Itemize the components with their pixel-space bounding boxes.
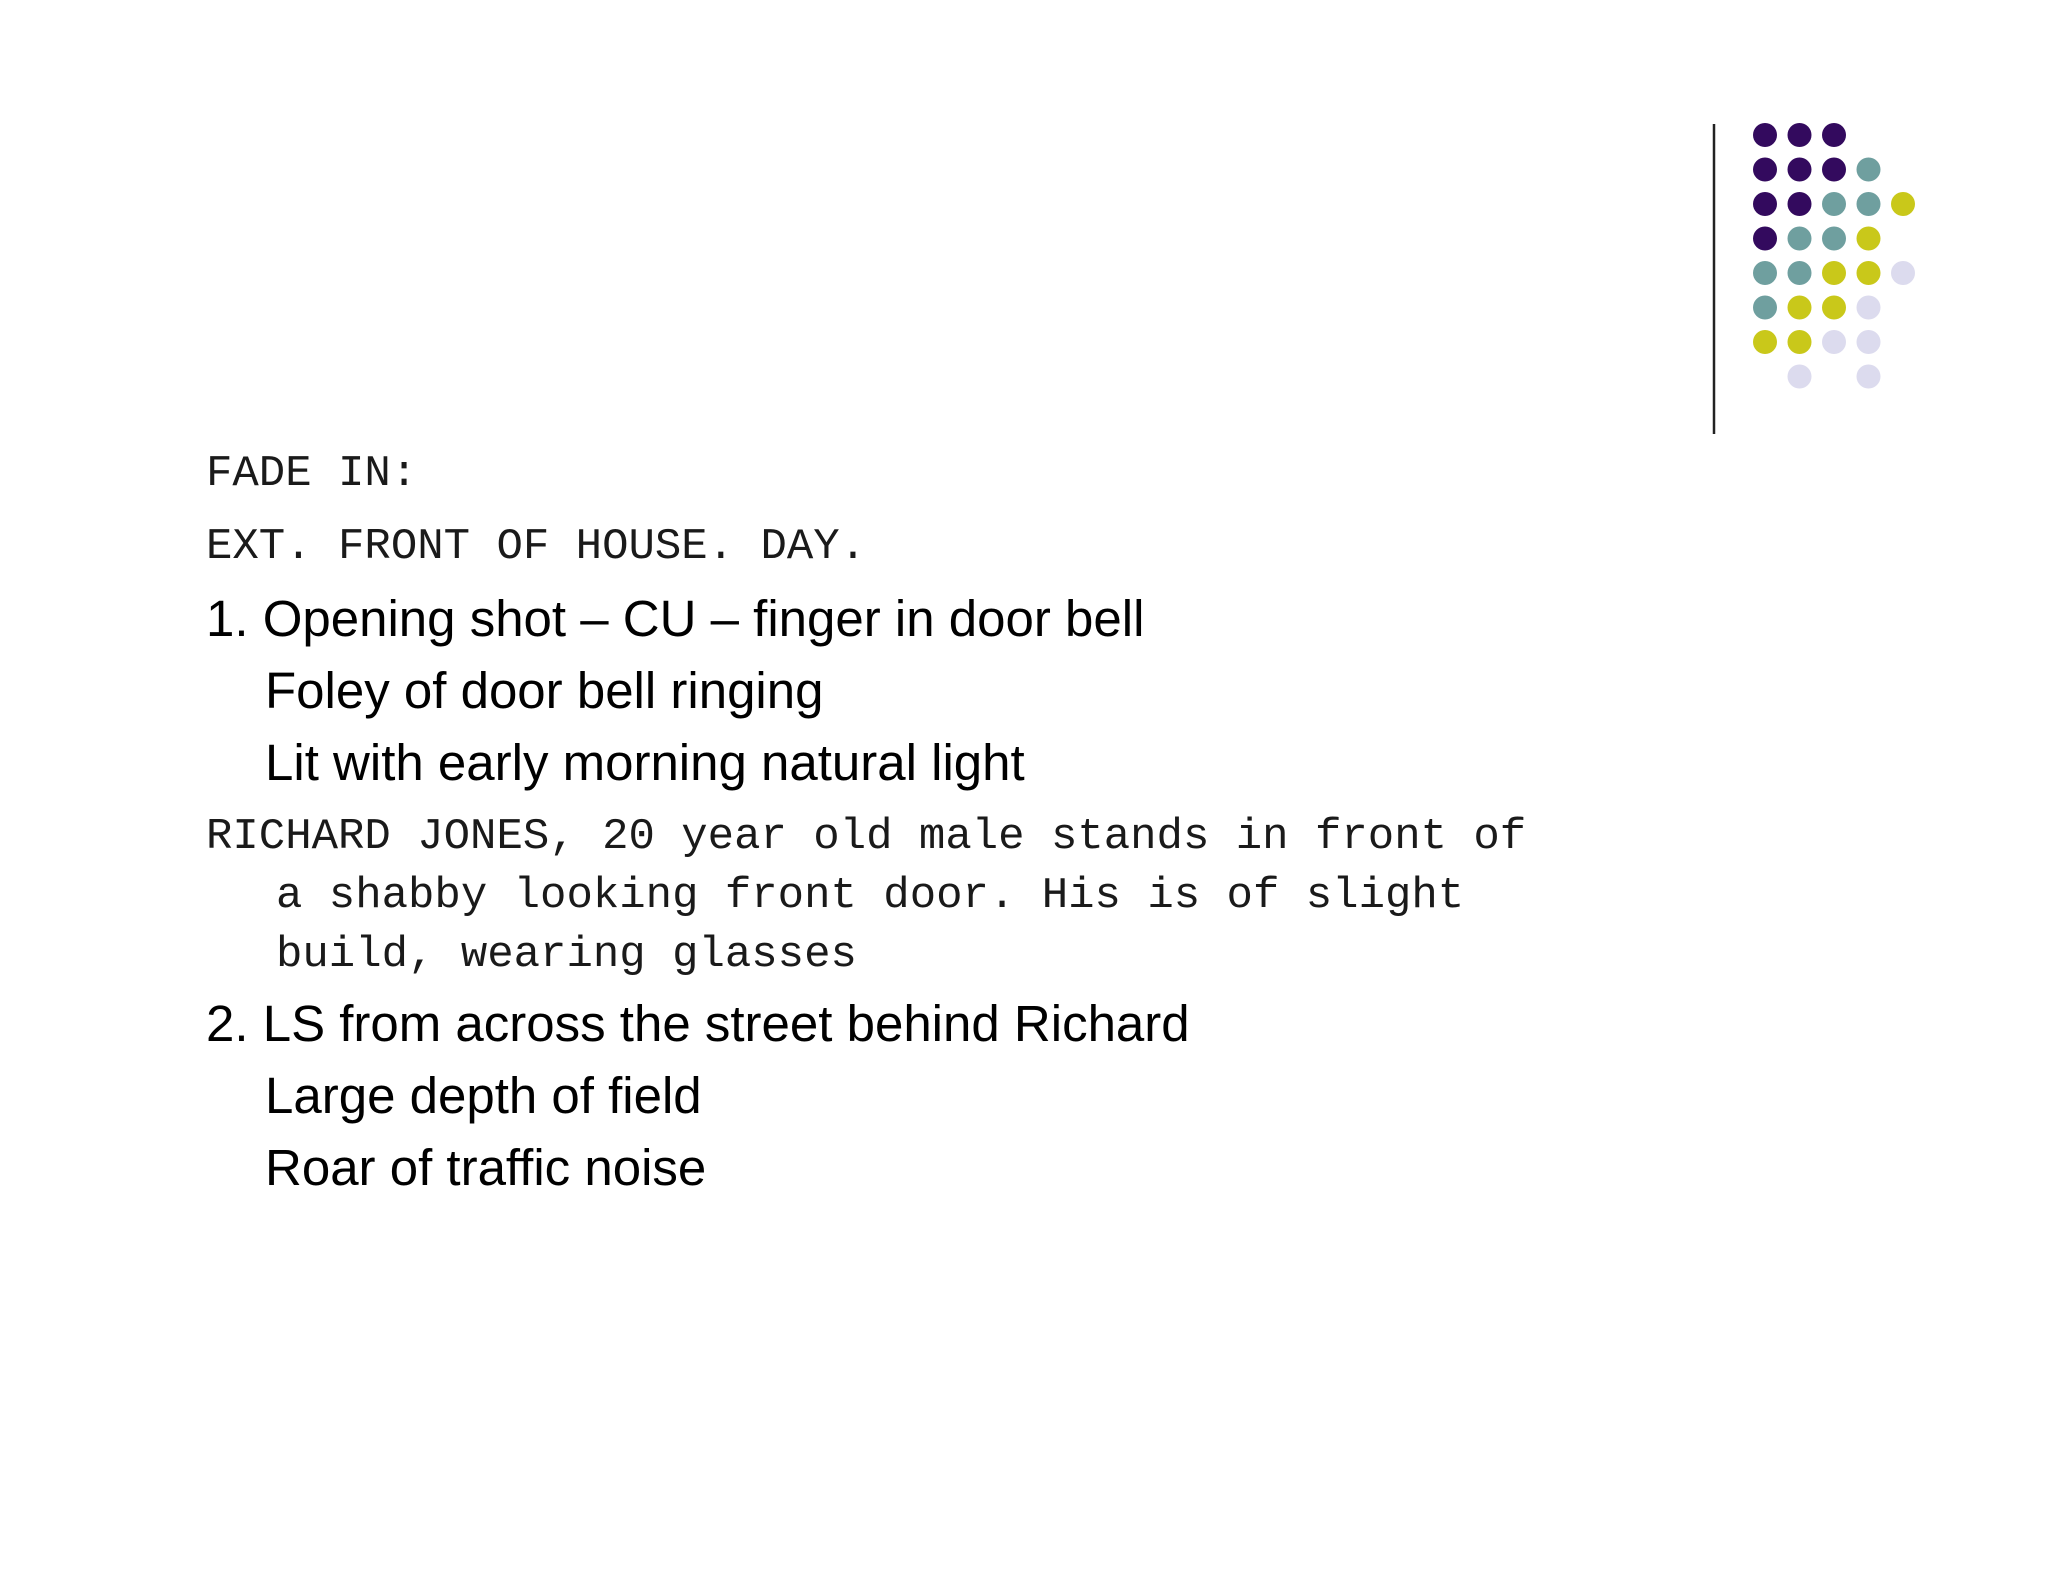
decor-dot — [1788, 123, 1812, 147]
shot-2-note-sound: Roar of traffic noise — [265, 1139, 707, 1196]
decor-dot — [1822, 158, 1846, 182]
decor-dot — [1891, 192, 1915, 216]
decor-dot — [1753, 227, 1777, 251]
decor-dot — [1857, 192, 1881, 216]
scene-heading: EXT. FRONT OF HOUSE. DAY. — [206, 522, 867, 572]
decor-dot — [1753, 158, 1777, 182]
decor-dot — [1753, 192, 1777, 216]
shot-1-note-lighting: Lit with early morning natural light — [265, 734, 1025, 791]
decor-dot — [1822, 123, 1846, 147]
action-line-2: a shabby looking front door. His is of slight — [276, 871, 1465, 921]
shot-1-title: 1. Opening shot – CU – finger in door bell — [206, 590, 1145, 647]
decor-dot — [1857, 227, 1881, 251]
decor-dot — [1788, 158, 1812, 182]
decor-dot — [1753, 261, 1777, 285]
decor-dot — [1753, 123, 1777, 147]
action-line-3: build, wearing glasses — [276, 930, 857, 980]
dot-grid-decoration — [1700, 110, 1930, 450]
decor-dot — [1788, 365, 1812, 389]
decor-dot — [1857, 365, 1881, 389]
decor-dot — [1753, 296, 1777, 320]
decor-dot — [1891, 261, 1915, 285]
decor-dot — [1788, 330, 1812, 354]
shot-1-note-sound: Foley of door bell ringing — [265, 662, 824, 719]
decor-dot — [1753, 330, 1777, 354]
decor-dot — [1788, 192, 1812, 216]
decor-dot — [1822, 192, 1846, 216]
decor-dot — [1857, 158, 1881, 182]
decor-dot — [1857, 330, 1881, 354]
decor-dot — [1822, 296, 1846, 320]
decor-dot — [1822, 261, 1846, 285]
decor-dot — [1822, 227, 1846, 251]
decor-dot — [1788, 227, 1812, 251]
decor-dot — [1857, 296, 1881, 320]
decor-dot — [1822, 330, 1846, 354]
action-line-1: RICHARD JONES, 20 year old male stands in front of — [206, 812, 1527, 862]
shot-2-note-depth: Large depth of field — [265, 1067, 702, 1124]
decor-dot — [1857, 261, 1881, 285]
decor-dot — [1788, 296, 1812, 320]
fade-in-text: FADE IN: — [206, 449, 418, 499]
decor-dot — [1788, 261, 1812, 285]
shot-2-title: 2. LS from across the street behind Richard — [206, 995, 1190, 1052]
